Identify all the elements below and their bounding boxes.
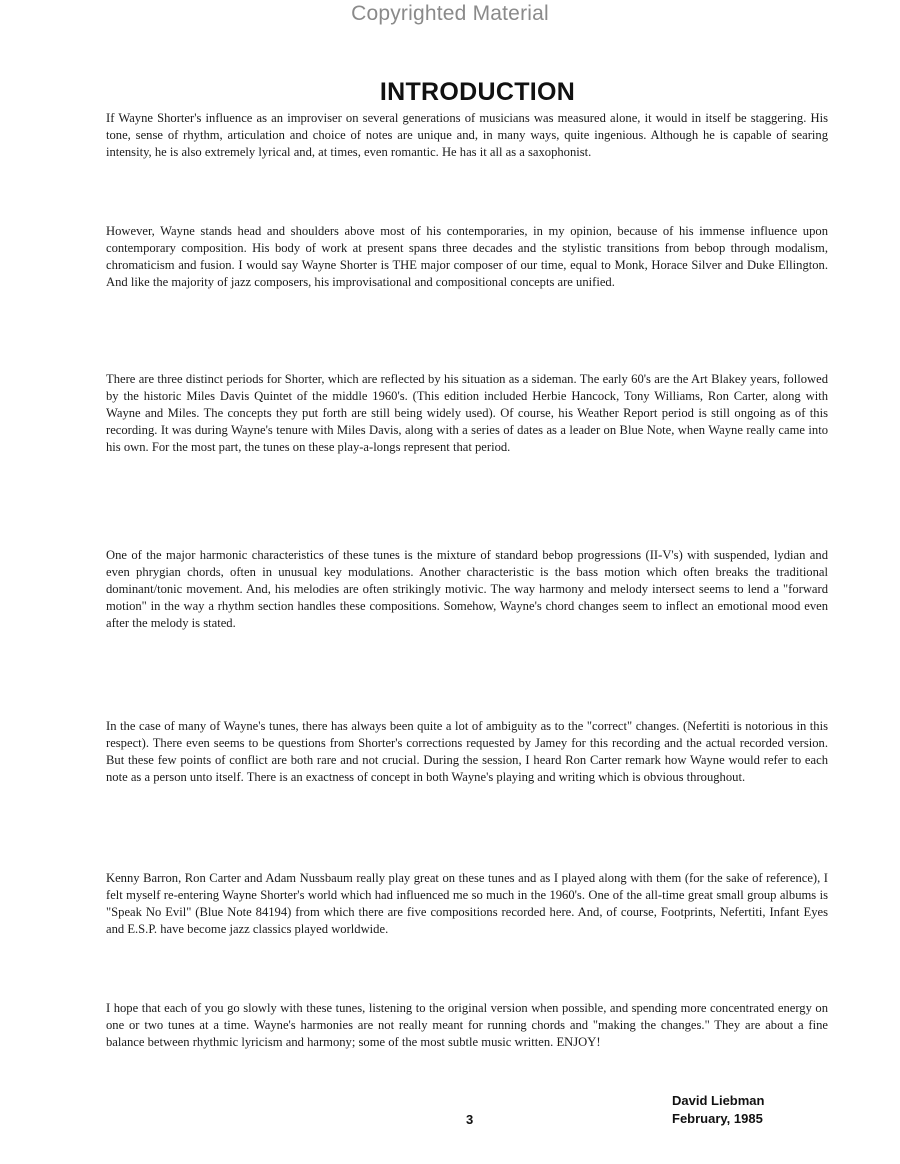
paragraph-ambiguity: In the case of many of Wayne's tunes, there has always been quite a lot of ambiguity as to the "correct" changes. (Nefertiti is notorious in this respect). There even seems to be questions from Shorter's corrections requested by Jamey for this recording and the actual recorded version. But these few points of conflict are both rare and not crucial. During the session, I heard Ron Carter remark how Wayne would refer to each note as a person unto itself. There is an exactness of concept in both Wayne's playing and writing which is obvious throughout.: [106, 719, 828, 784]
page-number: 3: [466, 1112, 474, 1127]
paragraph-influence: If Wayne Shorter's influence as an improviser on several generations of musicians was measured alone, it would in itself be staggering. His tone, sense of rhythm, articulation and choice of notes are unique and, in many ways, quite ingenious. Although he is capable of searing intensity, he is also extremely lyrical and, at times, even romantic. He has it all as a saxophonist.: [106, 111, 828, 159]
paragraph-composition: However, Wayne stands head and shoulders above most of his contemporaries, in my opinion, because of his immense influence upon contemporary composition. His body of work at present spans three decades and the stylistic transitions from bebop through modalism, chromaticism and fusion. I would say Wayne Shorter is THE major composer of our time, equal to Monk, Horace Silver and Duke Ellington. And like the majority of jazz composers, his improvisational and compositional concepts are unified.: [106, 224, 828, 289]
signature-block: [672, 1092, 764, 1128]
signature-date: February, 1985: [672, 1111, 763, 1126]
paragraph-periods: There are three distinct periods for Shorter, which are reflected by his situation as a sideman. The early 60's are the Art Blakey years, followed by the historic Miles Davis Quintet of the middle 1960's. (This edition included Herbie Hancock, Tony Williams, Ron Carter, along with Wayne and Miles. The concepts they put forth are still being widely used). Of course, his Weather Report period is still ongoing as of this recording. It was during Wayne's tenure with Miles Davis, along with a series of dates as a leader on Blue Note, when Wayne really came into his own. For the most part, the tunes on these play-a-longs represent that period.: [106, 372, 828, 454]
paragraph-closing: I hope that each of you go slowly with these tunes, listening to the original version when possible, and spending more concentrated energy on one or two tunes at a time. Wayne's harmonies are not really meant for running chords and "making the changes." They are about a fine balance between rhythmic lyricism and harmony; some of the most subtle music written. ENJOY!: [106, 1001, 828, 1049]
copyright-watermark: Copyrighted Material: [351, 2, 549, 25]
page-title: INTRODUCTION: [379, 78, 576, 106]
paragraph-harmony: One of the major harmonic characteristics of these tunes is the mixture of standard bebop progressions (II-V's) with suspended, lydian and even phrygian chords, often in unusual key modulations. Another characteristic is the bass motion which often breaks the traditional dominant/tonic movement. And, his melodies are often strikingly motivic. The way harmony and melody intersect seems to lend a "forward motion" in the way a rhythm section handles these compositions. Somehow, Wayne's chord changes seem to inflect an emotional mood even after the melody is stated.: [106, 548, 828, 630]
author-name: David Liebman: [672, 1093, 765, 1108]
paragraph-musicians: Kenny Barron, Ron Carter and Adam Nussbaum really play great on these tunes and as I played along with them (for the sake of reference), I felt myself re-entering Wayne Shorter's world which had influenced me so much in the 1960's. One of the all-time great small group albums is "Speak No Evil" (Blue Note 84194) from which there are five compositions recorded here. And, of course, Footprints, Nefertiti, Infant Eyes and E.S.P. have become jazz classics played worldwide.: [106, 871, 828, 936]
